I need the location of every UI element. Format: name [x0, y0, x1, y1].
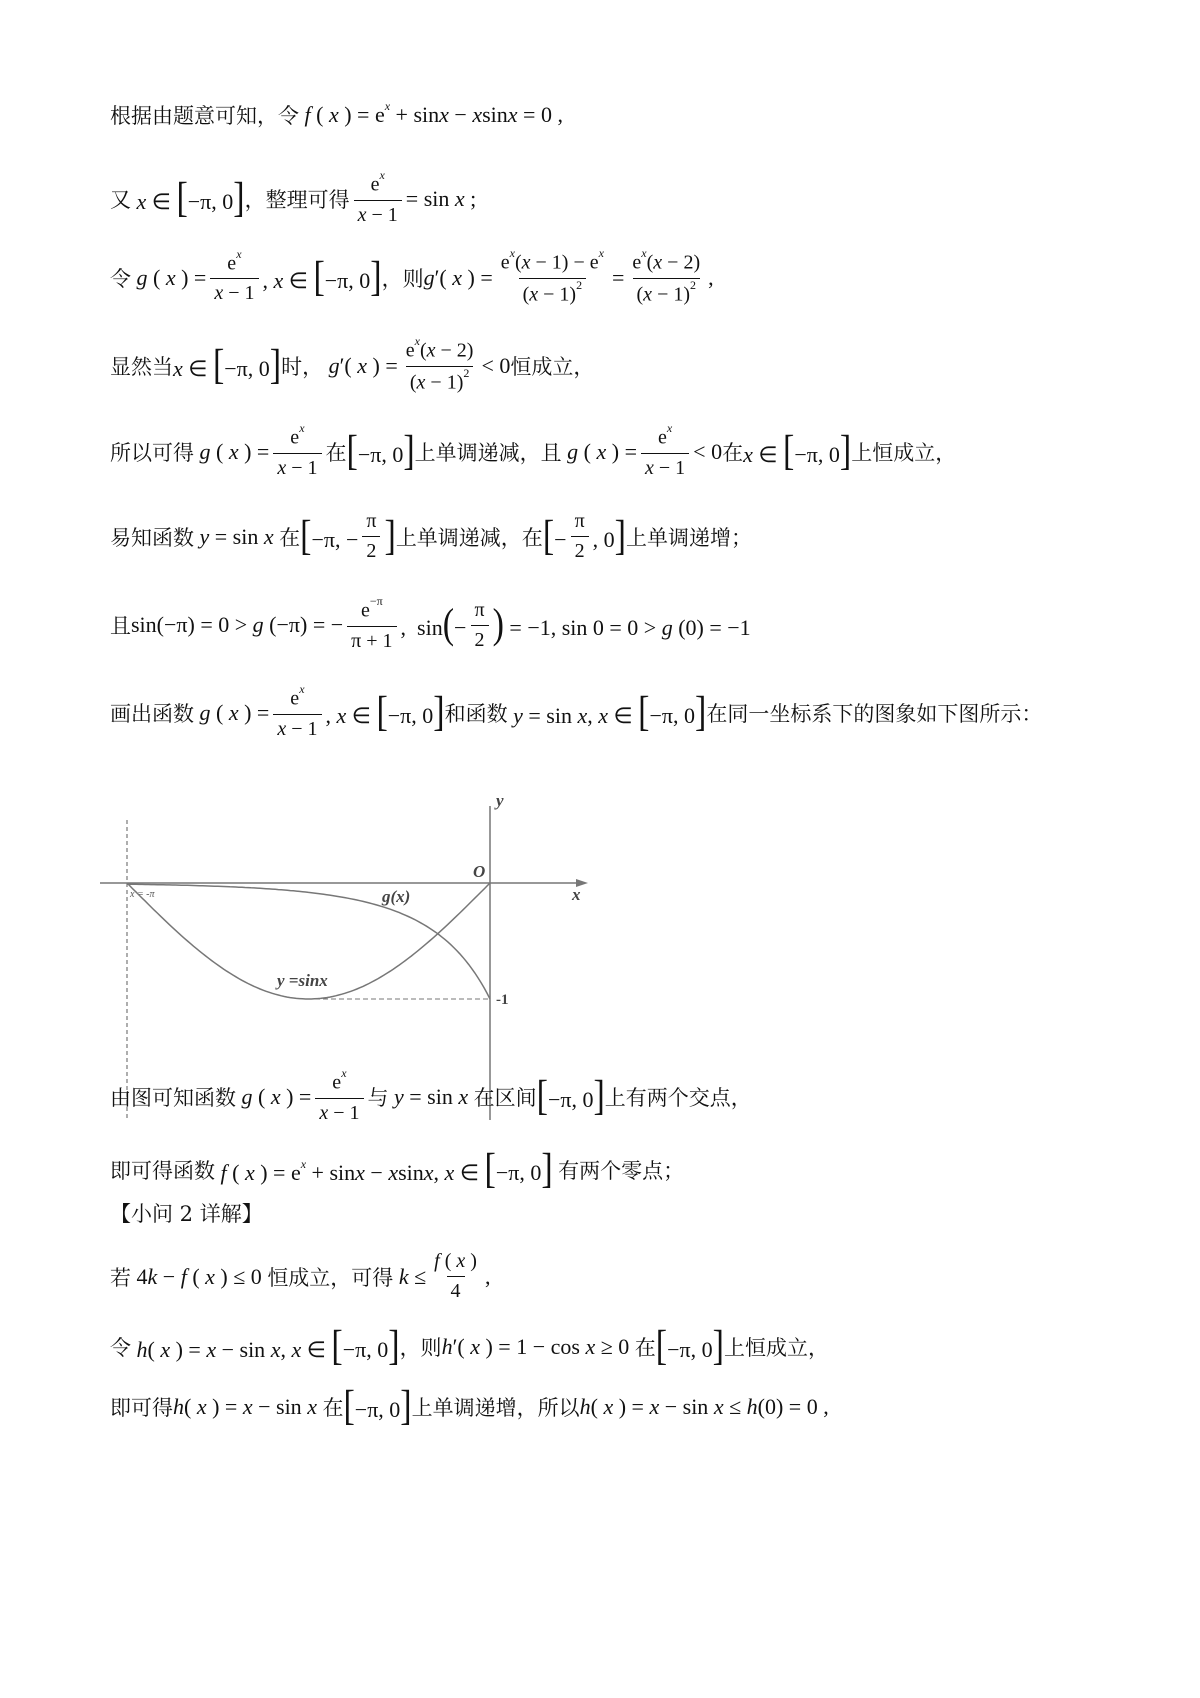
g-label: g(x)	[382, 887, 411, 906]
line-14-c: 上单调递增，所以	[411, 1396, 580, 1420]
math-sin-pi2: , sin(−	[400, 601, 467, 648]
line-6-d: 上单调递增；	[626, 525, 752, 550]
frac-e-minus-pi: $\frac{e^{-\pi}}{\pi + 1}$	[347, 598, 396, 653]
math-g: g ( x ) =	[136, 265, 207, 291]
math-ysin8: y = sin x, x ∈ [−π, 0]	[513, 689, 707, 736]
line-12-b: 恒成立，可得	[267, 1265, 394, 1290]
line-8	[110, 682, 1043, 741]
frac-pi2c: $\frac{\pi}{2}$	[470, 599, 488, 652]
sin-label: y =sinx	[277, 971, 328, 990]
line-13-a: 令	[110, 1336, 131, 1360]
math-sin-minus-pi: sin(−π) = 0 > g (−π) = −	[131, 612, 344, 638]
line-4	[110, 334, 595, 394]
frac-gprime-2: $\frac{e^x(x - 2)}{(x - 1)^2}$	[632, 246, 701, 306]
frac-g5a: $\frac{e^x}{x - 1}$	[273, 425, 321, 480]
math-h14: h( x ) = x − sin x	[173, 1394, 317, 1419]
math-hprime: h′( x ) = 1 − cos x ≥ 0	[441, 1334, 635, 1359]
asymptote-label: x = -π	[130, 889, 155, 900]
math-g5: g ( x ) =	[199, 439, 270, 465]
line-3	[110, 246, 714, 306]
math-comma: ,	[708, 265, 714, 291]
line-8-a: 画出函数	[110, 702, 194, 727]
math-g9: g ( x ) =	[241, 1084, 312, 1110]
math-int6b: [−	[542, 512, 567, 559]
line-13-d: 上恒成立，	[723, 1336, 829, 1360]
math-int14: [−π, 0]	[343, 1383, 412, 1430]
line-9	[110, 1066, 752, 1125]
line-9-b: 与	[367, 1086, 389, 1111]
math-comma12: ,	[484, 1263, 491, 1289]
line-1	[110, 100, 563, 130]
line-4-b: 时，	[281, 355, 324, 380]
minus-one-label: -1	[496, 992, 509, 1008]
line-10-b: 有两个零点；	[558, 1159, 685, 1183]
math-k: k ≤	[398, 1263, 427, 1289]
line-9-a: 由图可知函数	[110, 1086, 236, 1111]
line-12	[110, 1250, 490, 1303]
math-domain: x ∈ [−π, 0]	[136, 175, 245, 222]
frac-g: $\frac{e^x}{x - 1}$	[210, 251, 258, 306]
line-7	[110, 594, 751, 653]
line-3-b: ，则	[381, 267, 424, 292]
math-int5b: x ∈ [−π, 0]	[743, 428, 852, 475]
frac-gprime-4: $\frac{e^x(x - 2)}{(x - 1)^2}$	[405, 334, 474, 394]
line-5	[110, 421, 957, 480]
line-6	[110, 510, 752, 563]
math-rest7: ) = −1, sin 0 = 0 > g (0) = −1	[492, 601, 751, 648]
line-5-b: 在	[325, 441, 347, 466]
math-eq: =	[611, 265, 625, 291]
y-axis-label: y	[496, 791, 504, 810]
math-close6b: , 0]	[592, 512, 626, 559]
math-eq-sin: = sin x ;	[405, 186, 477, 212]
math-4k: 4k − f ( x ) ≤ 0	[131, 1263, 268, 1289]
math-close6a: ]	[384, 512, 396, 559]
math-g-domain: , x ∈ [−π, 0]	[262, 254, 382, 301]
line-9-c: 在区间	[473, 1086, 537, 1111]
frac-g5b: $\frac{e^x}{x - 1}$	[641, 425, 689, 480]
math-dom8: , x ∈ [−π, 0]	[325, 689, 445, 736]
section-heading: 【小问 2 详解】	[110, 1202, 263, 1226]
line-8-b: 和函数	[444, 702, 508, 727]
math-gprime: g′( x ) =	[423, 265, 493, 291]
frac-pi2a: $\frac{\pi}{2}$	[362, 510, 380, 563]
math-g8: g ( x ) =	[199, 700, 270, 726]
math-int6a: [−π, −	[300, 512, 359, 559]
x-axis-label: x	[572, 885, 581, 904]
line-4-c: 恒成立，	[510, 355, 595, 380]
line-7-a: 且	[110, 614, 131, 639]
line-5-c: 上单调递减，且	[414, 441, 562, 466]
line-12-a: 若	[110, 1265, 131, 1290]
line-3-a: 令	[110, 267, 131, 292]
math-lt0: < 0	[481, 353, 511, 379]
math-f-def: f ( x ) = $e^x + \sin x - xsinx = 0$ ,	[304, 98, 563, 127]
math-domain-4: x ∈ [−π, 0]	[173, 342, 282, 389]
line-6-a: 易知函数	[110, 525, 194, 550]
line-8-c: 在同一坐标系下的图象如下图所示：	[706, 702, 1043, 727]
line-5-a: 所以可得	[110, 441, 194, 466]
frac-gprime-1: $\frac{e^x(x - 1) - e^x}{(x - 1)^2}$	[500, 246, 604, 306]
line-10	[110, 1146, 685, 1193]
line-5-d: 在	[722, 441, 744, 466]
origin-label: O	[473, 862, 486, 881]
math-int13: [−π, 0]	[655, 1323, 724, 1370]
line-2-a: 又	[110, 188, 131, 213]
math-f10: f ( x ) = $e^x + \sin x - xsinx$, x ∈ [−π, 0]	[220, 1146, 553, 1193]
line-2-b: ，整理可得	[244, 188, 350, 213]
math-h14b: h( x ) = x − sin x ≤ h(0) = 0 ,	[579, 1394, 829, 1419]
frac-fx4: $\frac{f ( x )}{4}$	[434, 1250, 477, 1302]
line-1-text: 根据由题意可知，令	[110, 104, 299, 128]
line-13-c: 在	[634, 1336, 656, 1360]
math-gprime-4: g′( x ) =	[328, 353, 398, 379]
line-10-a: 即可得函数	[110, 1159, 215, 1183]
math-int9: [−π, 0]	[536, 1073, 605, 1120]
math-lt0-5: < 0	[693, 439, 723, 465]
math-ysin: y = sin x	[199, 523, 274, 549]
math-ysin9: y = sin x	[394, 1084, 469, 1110]
line-2	[110, 168, 477, 227]
line-4-a: 显然当	[110, 355, 173, 380]
line-13-b: ，则	[399, 1336, 442, 1360]
math-h: h( x ) = x − sin x, x ∈ [−π, 0]	[136, 1323, 400, 1370]
math-int5a: [−π, 0]	[346, 428, 415, 475]
frac-pi2b: $\frac{\pi}{2}$	[571, 510, 589, 563]
frac-g8: $\frac{e^x}{x - 1}$	[273, 686, 321, 741]
line-6-b: 在	[279, 525, 301, 550]
frac-ex-over-x-1: $\frac{e^x}{x - 1}$	[354, 172, 402, 227]
line-9-d: 上有两个交点，	[604, 1086, 752, 1111]
frac-g9: $\frac{e^x}{x - 1}$	[315, 1070, 363, 1125]
line-13	[110, 1323, 829, 1370]
math-g5b: g ( x ) =	[567, 439, 637, 465]
line-14-b: 在	[322, 1396, 344, 1420]
line-14	[110, 1383, 829, 1430]
line-5-e: 上恒成立，	[851, 441, 957, 466]
line-14-a: 即可得	[110, 1396, 173, 1420]
line-6-c: 上单调递减，在	[395, 525, 543, 550]
